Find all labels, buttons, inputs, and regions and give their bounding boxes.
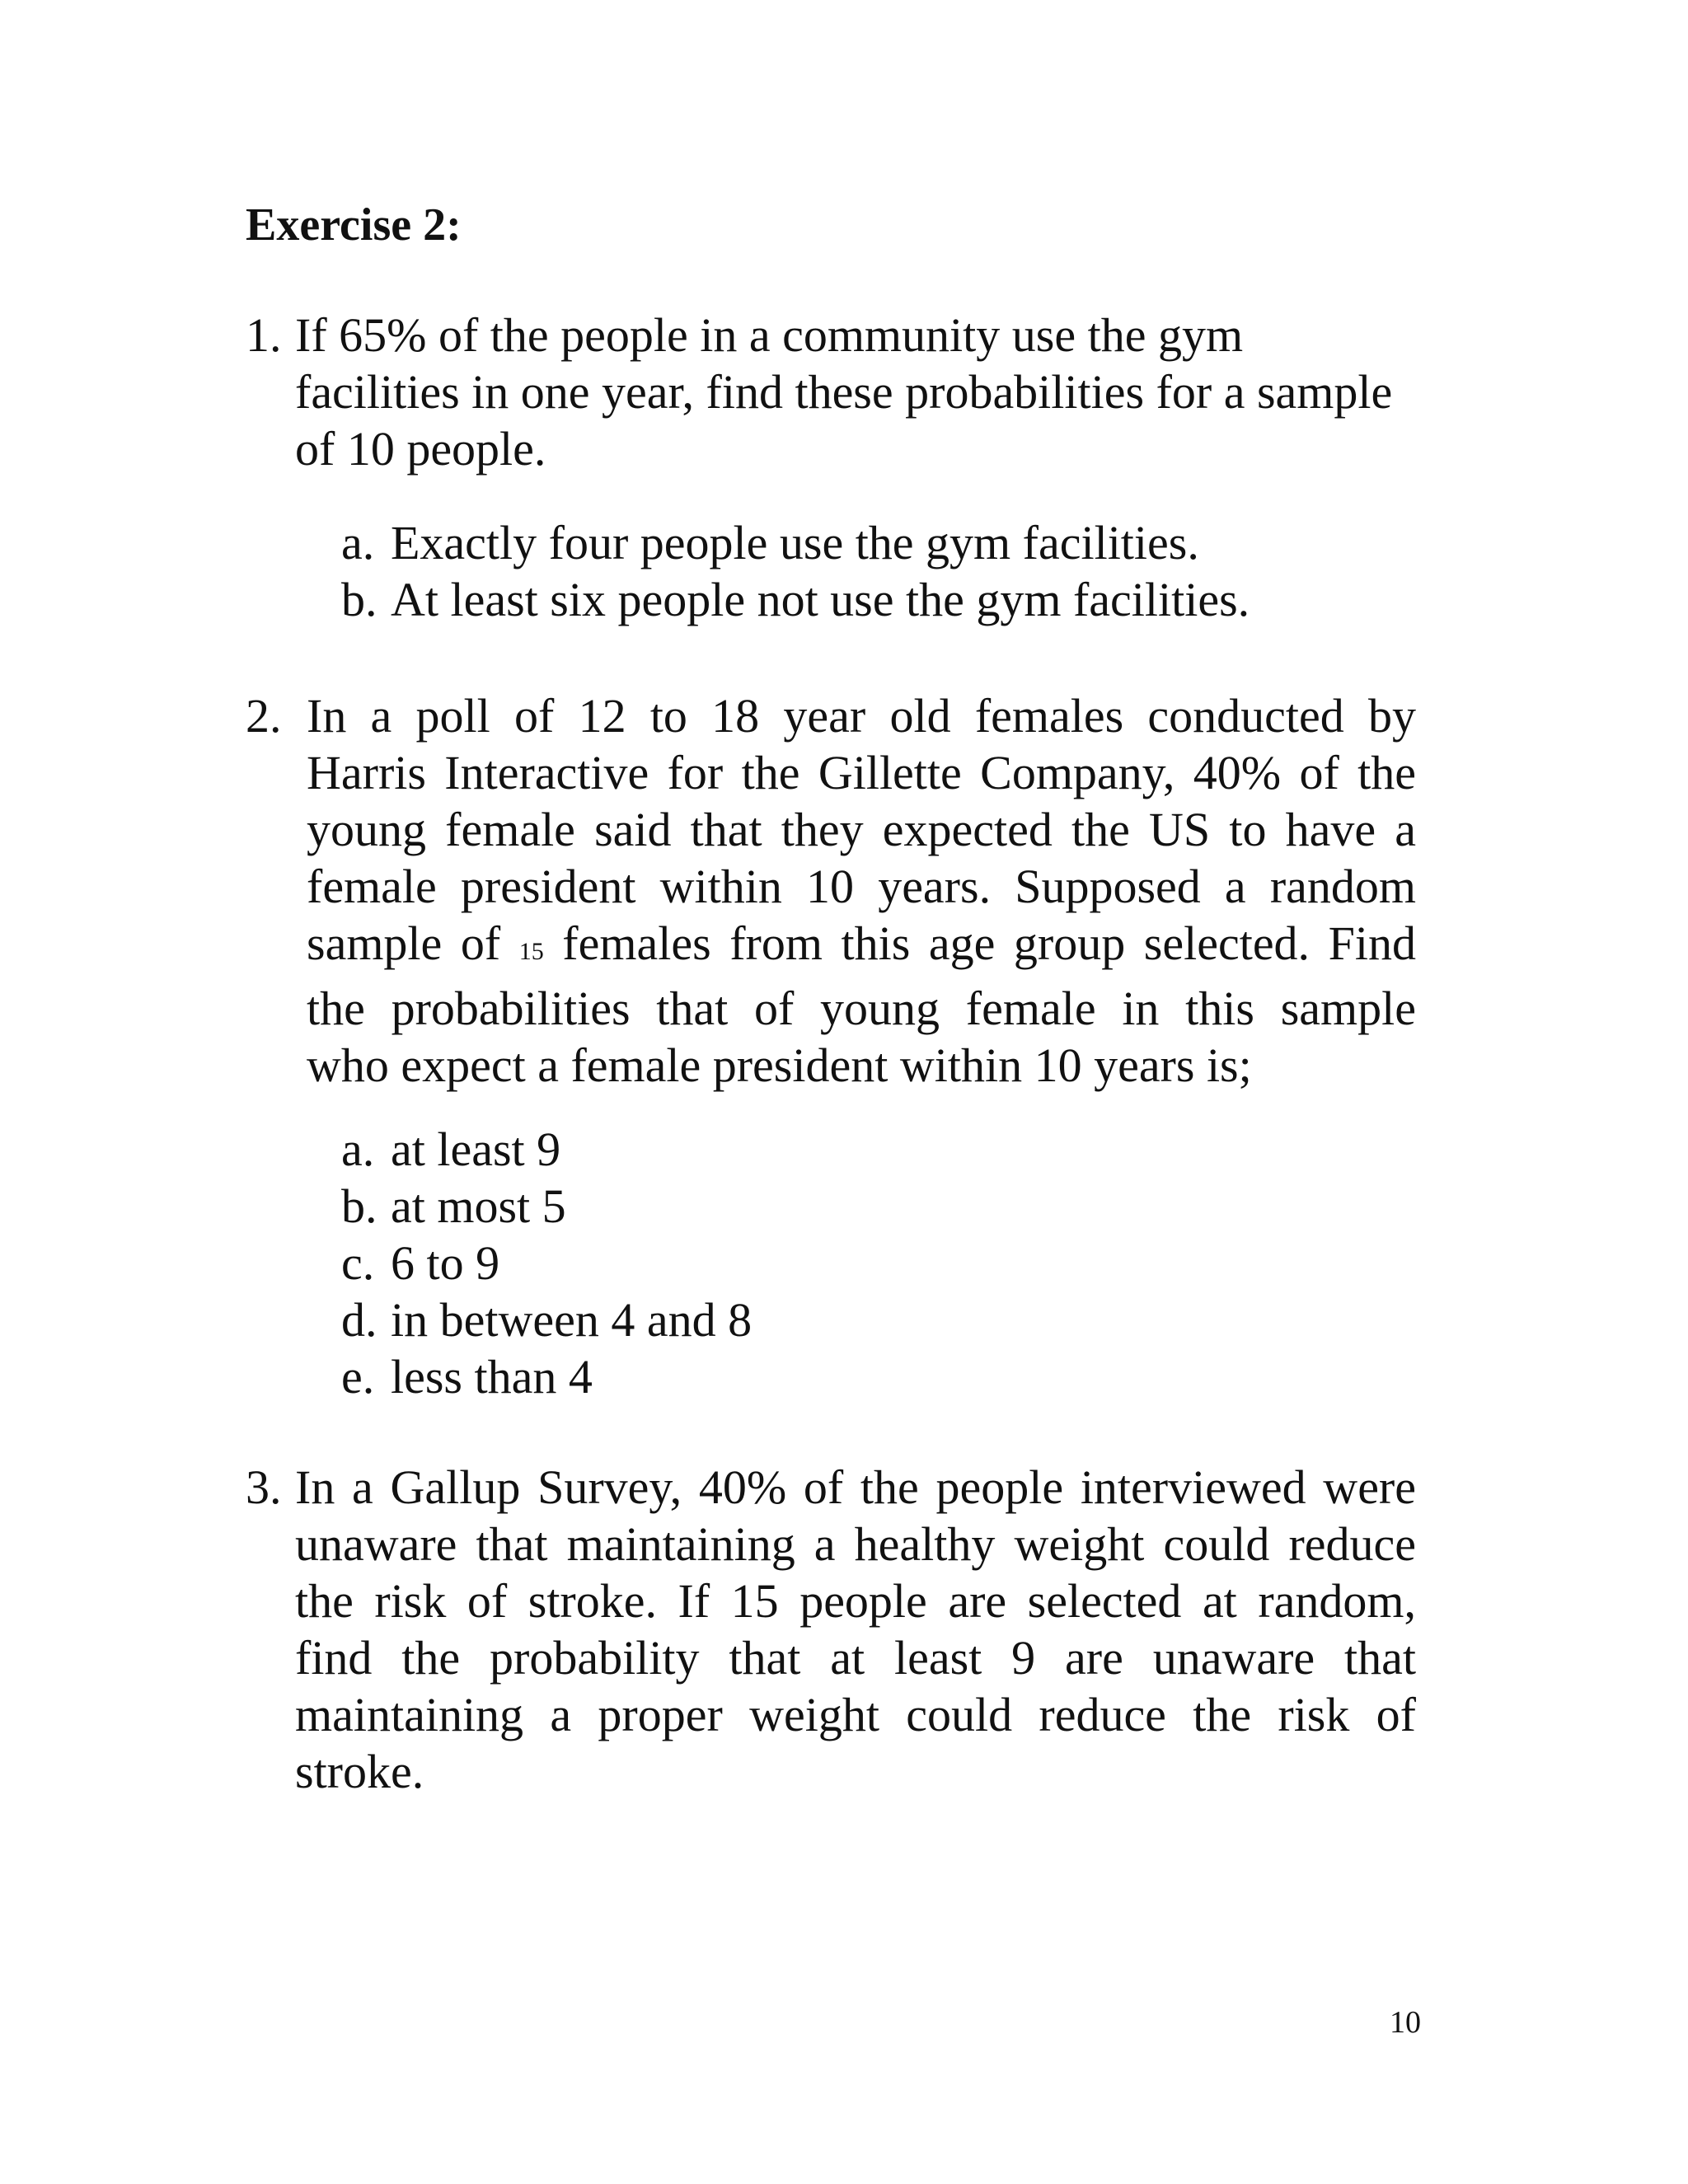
question-number: 2. — [246, 689, 282, 743]
question-line: maintaining a proper weight could reduce the risk of — [295, 1688, 1416, 1741]
list-item — [341, 1178, 752, 1235]
item-text: 6 to 9 — [391, 1236, 500, 1290]
question-line: stroke. — [295, 1745, 424, 1798]
question-line: find the probability that at least 9 are unaware that — [295, 1631, 1416, 1685]
question-text — [295, 307, 1416, 477]
list-item — [341, 1235, 752, 1291]
item-letter: a. — [341, 516, 375, 569]
item-text: less than 4 — [391, 1350, 593, 1404]
question-line: In a poll of 12 to 18 year old females conducted by — [307, 689, 1416, 743]
question-number: 1. — [246, 308, 282, 362]
exercise-title: Exercise 2: — [246, 199, 462, 251]
list-item — [341, 1121, 752, 1178]
question-line: facilities in one year, find these probabilities for a sample — [295, 365, 1393, 419]
question-text — [307, 687, 1416, 1094]
list-item — [341, 1348, 752, 1405]
item-letter: b. — [341, 573, 377, 626]
question-line: If 65% of the people in a community use the gym — [295, 308, 1244, 362]
item-text: in between 4 and 8 — [391, 1293, 753, 1347]
item-letter: e. — [341, 1350, 375, 1404]
item-letter: c. — [341, 1236, 375, 1290]
line-part: females from this age group selected. Find — [543, 916, 1416, 970]
item-letter: d. — [341, 1293, 377, 1347]
question-line: unaware that maintaining a healthy weight could reduce — [295, 1517, 1416, 1571]
question-text — [295, 1459, 1416, 1800]
list-item — [341, 571, 1250, 628]
question-line: the risk of stroke. If 15 people are selected at random, — [295, 1574, 1416, 1628]
list-item — [341, 1291, 752, 1348]
question-line: young female said that they expected the US to have a — [307, 803, 1416, 856]
item-text: at least 9 — [391, 1122, 561, 1176]
question-1-items — [341, 514, 1250, 628]
item-text: at most 5 — [391, 1179, 566, 1233]
question-line: Harris Interactive for the Gillette Company, 40% of the — [307, 746, 1416, 799]
question-line: the probabilities that of young female in this sample — [307, 982, 1416, 1035]
question-line: of 10 people. — [295, 422, 546, 476]
page-number: 10 — [1390, 2005, 1421, 2040]
line-part: sample of — [307, 916, 519, 970]
question-line: who expect a female president within 10 years is; — [307, 1038, 1252, 1092]
question-2-items — [341, 1121, 752, 1405]
item-letter: b. — [341, 1179, 377, 1233]
question-line — [307, 915, 1416, 980]
item-letter: a. — [341, 1122, 375, 1176]
question-line: female president within 10 years. Supposed a random — [307, 860, 1416, 913]
question-number: 3. — [246, 1460, 282, 1514]
question-line: In a Gallup Survey, 40% of the people interviewed were — [295, 1460, 1416, 1514]
item-text: Exactly four people use the gym facilities. — [391, 516, 1199, 569]
item-text: At least six people not use the gym facilities. — [391, 573, 1250, 626]
sample-size: 15 — [518, 938, 544, 965]
list-item — [341, 514, 1250, 571]
